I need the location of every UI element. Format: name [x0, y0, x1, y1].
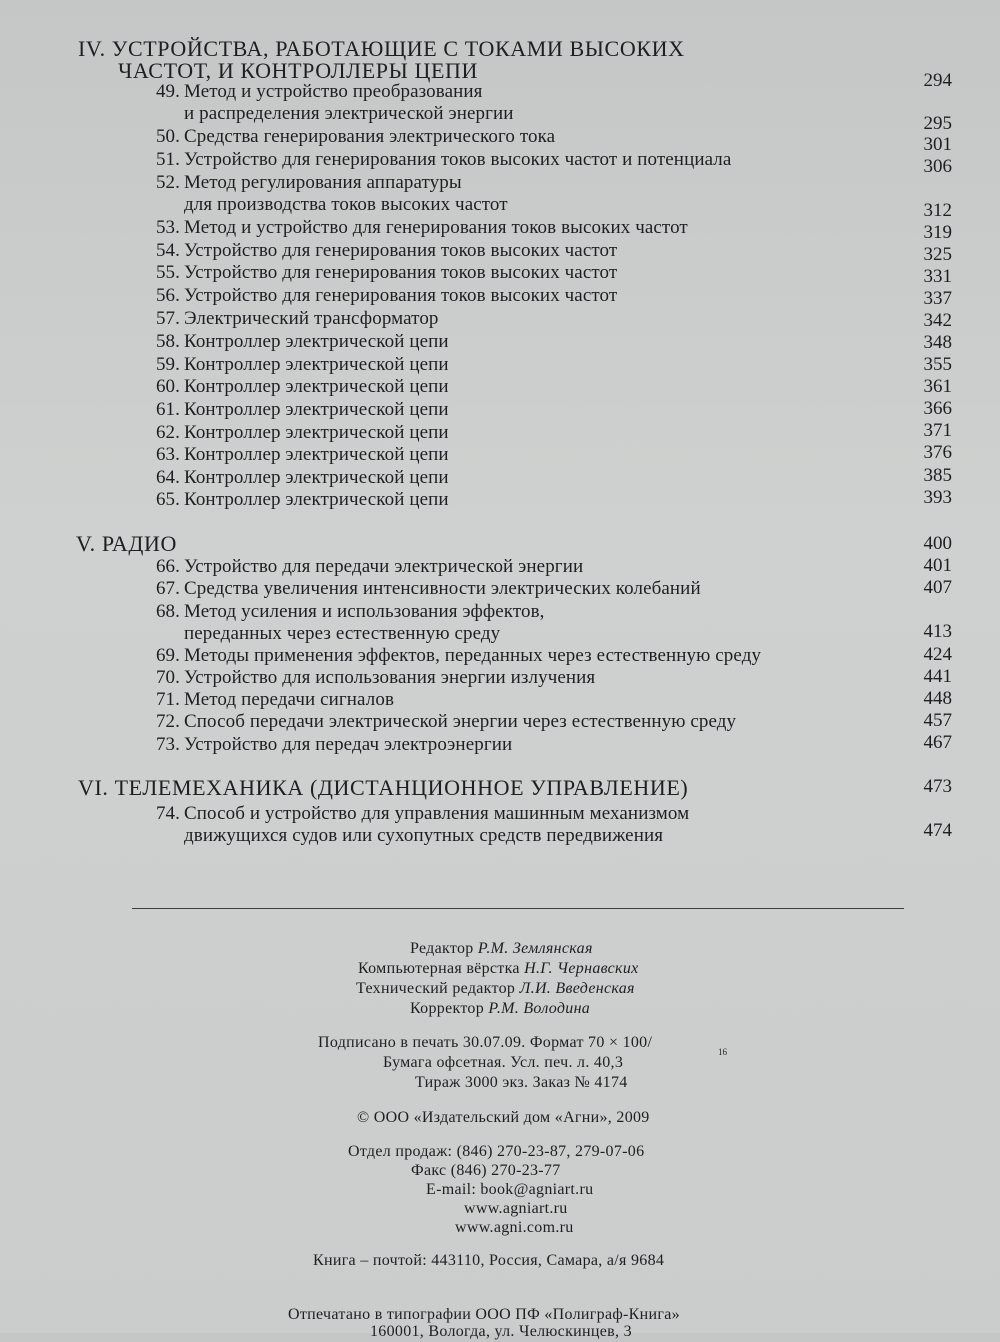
toc-entry [140, 578, 701, 600]
entry-title: Контроллер электрической цепи [184, 422, 449, 443]
imprint-label: Компьютерная вёрстка [358, 960, 520, 977]
entry-title: Метод и устройство преобразования [184, 81, 483, 102]
entry-page-number: 319 [923, 222, 952, 243]
section-vi-title [78, 777, 688, 799]
entry-title: Контроллер электрической цепи [184, 467, 449, 488]
imprint-website: www.agni.com.ru [455, 1219, 574, 1236]
entry-number: 72. [155, 711, 180, 732]
entry-number: 70. [155, 667, 180, 688]
entry-title: Устройство для генерирования токов высоких частот и потенциала [184, 149, 732, 170]
section-page-number: 400 [923, 533, 952, 554]
entry-title: Метод усиления и использования эффектов, [184, 601, 545, 622]
toc-entry [140, 711, 736, 733]
imprint-fax: Факс (846) 270-23-77 [411, 1162, 561, 1179]
entry-page-number: 337 [923, 288, 952, 309]
entry-number: 62. [155, 422, 180, 443]
entry-page-number: 295 [923, 113, 952, 134]
entry-number: 71. [155, 689, 180, 710]
entry-page-number: 366 [923, 398, 952, 419]
toc-entry [140, 172, 508, 216]
imprint-sales: Отдел продаж: (846) 270-23-87, 279-07-06 [348, 1143, 645, 1160]
entry-page-number: 312 [923, 200, 952, 221]
entry-title: Устройство для генерирования токов высоких частот [184, 240, 618, 261]
entry-number: 54. [155, 240, 180, 261]
entry-number: 58. [155, 331, 180, 352]
entry-title: Контроллер электрической цепи [184, 489, 449, 510]
toc-entry [140, 331, 449, 353]
imprint-layout [358, 959, 639, 979]
entry-number: 73. [155, 734, 180, 755]
section-title-line1: V. РАДИО [76, 531, 177, 556]
section-title-line1: VI. ТЕЛЕМЕХАНИКА (ДИСТАНЦИОННОЕ УПРАВЛЕНИЕ) [78, 775, 689, 800]
entry-title: Способ передачи электрической энергии через естественную среду [184, 711, 737, 732]
entry-title-line2: для производства токов высоких частот [184, 194, 508, 215]
entry-title: Контроллер электрической цепи [184, 354, 449, 375]
entry-title: Устройство для генерирования токов высоких частот [184, 262, 618, 283]
imprint-mail-order: Книга – почтой: 443110, Россия, Самара, а/я 9684 [313, 1252, 665, 1269]
imprint-copyright: © ООО «Издательский дом «Агни», 2009 [357, 1109, 650, 1126]
toc-entry [140, 422, 449, 444]
imprint-person: Н.Г. Чернавских [524, 960, 639, 977]
toc-entry [140, 556, 583, 578]
toc-entry [140, 467, 449, 489]
entry-title: Средства генерирования электрического тока [184, 126, 556, 147]
entry-number: 53. [155, 217, 180, 238]
entry-number: 49. [155, 81, 180, 102]
toc-entry [140, 667, 595, 689]
toc-entry [140, 489, 449, 511]
section-title-line1: IV. УСТРОЙСТВА, РАБОТАЮЩИЕ С ТОКАМИ ВЫСОКИХ [78, 36, 685, 61]
section-iv-title [78, 38, 685, 82]
entry-page-number: 361 [923, 376, 952, 397]
toc-entry [140, 240, 617, 262]
imprint-person: Л.И. Введенская [519, 980, 635, 997]
entry-page-number: 413 [923, 621, 952, 642]
entry-page-number: 393 [923, 487, 952, 508]
entry-number: 66. [155, 556, 180, 577]
entry-page-number: 306 [923, 156, 952, 177]
entry-title: Устройство для использования энергии излучения [184, 667, 596, 688]
section-page-number: 473 [923, 776, 952, 797]
entry-title: Устройство для передачи электрической энергии [184, 556, 584, 577]
toc-entry [140, 601, 545, 645]
entry-page-number: 441 [923, 666, 952, 687]
entry-page-number: 325 [923, 244, 952, 265]
entry-title: Контроллер электрической цепи [184, 444, 449, 465]
toc-entry [140, 376, 449, 398]
toc-entry [140, 217, 688, 239]
entry-title: Контроллер электрической цепи [184, 376, 449, 397]
imprint-printed-by: Отпечатано в типографии ООО ПФ «Полиграф-Книга» [288, 1306, 680, 1323]
format-superscript: 16 [718, 1047, 727, 1057]
toc-entry [140, 262, 617, 284]
entry-title: Метод и устройство для генерирования токов высоких частот [184, 217, 688, 238]
imprint-editor [410, 939, 593, 959]
entry-page-number: 457 [923, 710, 952, 731]
entry-title: Метод регулирования аппаратуры [184, 172, 462, 193]
toc-entry [140, 645, 761, 667]
entry-number: 63. [155, 444, 180, 465]
entry-number: 64. [155, 467, 180, 488]
entry-page-number: 342 [923, 310, 952, 331]
entry-page-number: 474 [923, 820, 952, 841]
imprint-label: Корректор [410, 1000, 485, 1017]
entry-number: 67. [155, 578, 180, 599]
toc-entry [140, 354, 449, 376]
toc-entry [140, 689, 394, 711]
entry-number: 74. [155, 803, 180, 824]
toc-entry [140, 149, 731, 171]
divider-rule [132, 908, 904, 909]
entry-page-number: 301 [923, 134, 952, 155]
entry-title: Устройство для передач электроэнергии [184, 734, 513, 755]
toc-entry [140, 126, 555, 148]
toc-entry [140, 399, 449, 421]
imprint-proofreader [410, 999, 590, 1019]
entry-page-number: 467 [923, 732, 952, 753]
imprint-email: E-mail: book@agniart.ru [426, 1181, 594, 1198]
imprint-person: Р.М. Володина [488, 1000, 591, 1017]
entry-page-number: 407 [923, 577, 952, 598]
imprint-printer-address: 160001, Вологда, ул. Челюскинцев, 3 [370, 1323, 632, 1340]
entry-number: 61. [155, 399, 180, 420]
imprint-label: Редактор [410, 940, 474, 957]
entry-page-number: 448 [923, 688, 952, 709]
entry-title-line2: переданных через естественную среду [184, 623, 501, 644]
toc-entry [140, 308, 439, 330]
entry-title: Контроллер электрической цепи [184, 399, 449, 420]
section-v-title [76, 533, 177, 555]
entry-page-number: 348 [923, 332, 952, 353]
entry-number: 59. [155, 354, 180, 375]
entry-title-line2: и распределения электрической энергии [184, 103, 514, 124]
imprint-paper: Бумага офсетная. Усл. печ. л. 40,3 [383, 1054, 624, 1071]
toc-entry [140, 803, 689, 847]
entry-page-number: 424 [923, 644, 952, 665]
entry-title: Контроллер электрической цепи [184, 331, 449, 352]
entry-title: Способ и устройство для управления машинным механизмом [184, 803, 690, 824]
imprint-website: www.agniart.ru [464, 1200, 568, 1217]
entry-number: 65. [155, 489, 180, 510]
entry-page-number: 371 [923, 420, 952, 441]
entry-number: 52. [155, 172, 180, 193]
entry-number: 51. [155, 149, 180, 170]
entry-page-number: 376 [923, 442, 952, 463]
toc-entry [140, 81, 514, 125]
entry-number: 57. [155, 308, 180, 329]
imprint-signed: Подписано в печать 30.07.09. Формат 70 × 100/ [318, 1034, 653, 1051]
toc-entry [140, 444, 449, 466]
entry-title: Электрический трансформатор [184, 308, 439, 329]
entry-number: 68. [155, 601, 180, 622]
entry-page-number: 331 [923, 266, 952, 287]
entry-title: Метод передачи сигналов [184, 689, 395, 710]
entry-number: 60. [155, 376, 180, 397]
entry-page-number: 401 [923, 555, 952, 576]
imprint-label: Технический редактор [356, 980, 516, 997]
entry-title: Методы применения эффектов, переданных через естественную среду [184, 645, 762, 666]
entry-page-number: 385 [923, 465, 952, 486]
imprint-tech-editor [356, 979, 635, 999]
entry-number: 56. [155, 285, 180, 306]
entry-title: Устройство для генерирования токов высоких частот [184, 285, 618, 306]
imprint-print-run: Тираж 3000 экз. Заказ № 4174 [415, 1074, 628, 1091]
section-page-number: 294 [923, 70, 952, 91]
entry-number: 69. [155, 645, 180, 666]
section-title-line2: ЧАСТОТ, И КОНТРОЛЛЕРЫ ЦЕПИ [118, 58, 478, 83]
entry-title: Средства увеличения интенсивности электрических колебаний [184, 578, 701, 599]
toc-entry [140, 285, 617, 307]
entry-number: 55. [155, 262, 180, 283]
entry-page-number: 355 [923, 354, 952, 375]
toc-entry [140, 734, 512, 756]
entry-number: 50. [155, 126, 180, 147]
entry-title-line2: движущихся судов или сухопутных средств передвижения [184, 825, 664, 846]
imprint-person: Р.М. Землянская [477, 940, 593, 957]
